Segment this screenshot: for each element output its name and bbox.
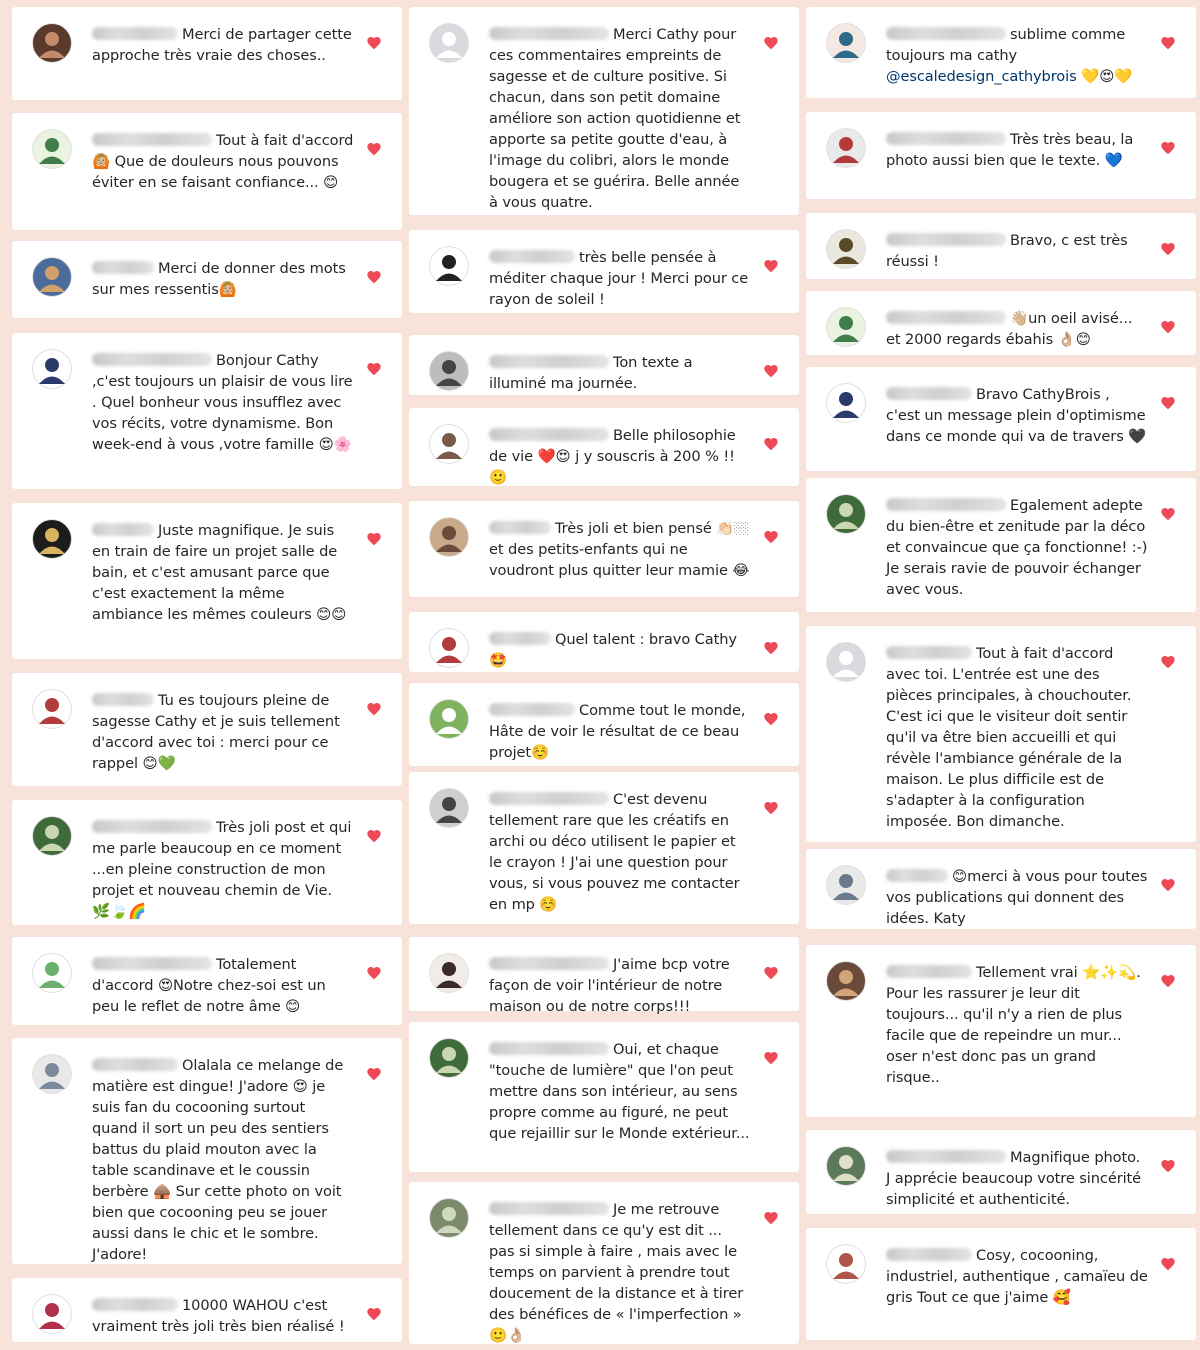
- comment-card: [12, 1278, 402, 1342]
- comment-body: [886, 384, 1151, 447]
- username-link[interactable]: [92, 1058, 178, 1071]
- avatar[interactable]: [826, 494, 866, 534]
- heart-icon[interactable]: [763, 363, 779, 379]
- comment-text: Totalement d'accord 😍Notre chez-soi est un peu le reflet de notre âme 😊: [92, 956, 331, 1015]
- comment-text: Bravo, c est très réussi !: [886, 232, 1133, 270]
- comment-body: [92, 817, 354, 922]
- avatar[interactable]: [32, 23, 72, 63]
- comment-body: [886, 230, 1148, 272]
- avatar[interactable]: [32, 349, 72, 389]
- username-link[interactable]: [92, 693, 154, 706]
- comment-body: [886, 866, 1152, 929]
- comment-text: Ton texte a illuminé ma journée.: [489, 354, 698, 392]
- comment-text: Tellement vrai ⭐✨💫. Pour les rassurer je leur dit toujours... qu'il n'y a rien de plus facile que de repeindre un mur... oser n'est donc pas un grand risque..: [886, 964, 1146, 1086]
- username-link[interactable]: [489, 428, 609, 441]
- comment-card: [409, 501, 799, 597]
- comment-body: [92, 258, 354, 300]
- username-link[interactable]: [489, 703, 575, 716]
- comment-text: Juste magnifique. Je suis en train de faire un projet salle de bain, et c'est amusant parce que c'est exactement la même ambiance les mêmes couleurs 😊😊: [92, 522, 347, 623]
- comment-emoji: 💛😍💛: [1076, 68, 1133, 85]
- heart-icon[interactable]: [1160, 1158, 1176, 1174]
- comment-text: 😊merci à vous pour toutes vos publications qui donnent des idées. Katy: [886, 868, 1152, 927]
- comment-body: [886, 1147, 1148, 1210]
- comment-body: [886, 308, 1148, 350]
- comment-text: Merci Cathy pour ces commentaires empreints de sagesse et de culture positive. Si chacun, dans son petit domaine améliore son action quotidienne et apporte sa petite goutte d'eau, à l'image du colibri, alors le monde bougera et se guérira. Belle année à vous quatre.: [489, 26, 745, 211]
- username-link[interactable]: [489, 632, 551, 645]
- comment-body: [886, 962, 1148, 1088]
- comment-text: Tout à fait d'accord avec toi. L'entrée est une des pièces principales, à chouchouter. C'est ici que le visiteur doit sentir qu'il va être bien accueilli et qui révèle l'ambiance générale de la maison. Le plus difficile est de s'adapter à la configuration imposée. Bon dimanche.: [886, 645, 1136, 830]
- heart-icon[interactable]: [1160, 241, 1176, 257]
- comment-text: Bonjour Cathy ,c'est toujours un plaisir de vous lire . Quel bonheur vous insufflez avec vos récits, votre dynamisme. Bon week-end à vous ,votre famille 😍🌸: [92, 352, 358, 453]
- heart-icon[interactable]: [366, 1306, 382, 1322]
- comment-body: [92, 1055, 354, 1265]
- avatar[interactable]: [826, 865, 866, 905]
- comment-card: [806, 849, 1196, 929]
- username-link[interactable]: [92, 261, 154, 274]
- avatar[interactable]: [826, 642, 866, 682]
- comment-text: C'est devenu tellement rare que les créatifs en archi ou déco utilisent le papier et le crayon ! J'ai une question pour vous, si vous pouvez me contacter en mp ☺️: [489, 791, 745, 913]
- comment-body: [92, 350, 358, 455]
- avatar[interactable]: [32, 519, 72, 559]
- comment-card: [409, 772, 799, 924]
- comment-text: Je me retrouve tellement dans ce qu'y est dit ... pas si simple à faire , mais avec le temps on parvient à prendre tout doucement de la distance et à tirer des bénéfices de « l'imperfection » 🙂👌🏼: [489, 1201, 748, 1344]
- comment-body: [92, 690, 354, 774]
- username-link[interactable]: [92, 133, 212, 146]
- comment-body: [489, 1039, 751, 1144]
- avatar[interactable]: [826, 128, 866, 168]
- comment-text: J'aime bcp votre façon de voir l'intérieur de notre maison ou de notre corps!!!: [489, 956, 735, 1015]
- comment-card: [12, 800, 402, 925]
- username-link[interactable]: [886, 27, 1006, 40]
- comment-text: Tout à fait d'accord 🙆🏼 Que de douleurs nous pouvons éviter en se faisant confiance... 😊: [92, 132, 358, 191]
- avatar[interactable]: [32, 129, 72, 169]
- avatar[interactable]: [826, 383, 866, 423]
- comment-body: [489, 247, 751, 310]
- comment-text: Très joli post et qui me parle beaucoup en ce moment ...en pleine construction de mon projet et nouveau chemin de Vie. 🌿🍃🌈: [92, 819, 356, 920]
- comment-card: [409, 7, 799, 215]
- heart-icon[interactable]: [366, 141, 382, 157]
- heart-icon[interactable]: [1160, 395, 1176, 411]
- heart-icon[interactable]: [1160, 140, 1176, 156]
- username-link[interactable]: [886, 646, 972, 659]
- comment-card: [806, 1228, 1196, 1340]
- avatar[interactable]: [826, 23, 866, 63]
- mention-link[interactable]: @escaledesign_cathybrois: [886, 68, 1077, 85]
- avatar[interactable]: [429, 1198, 469, 1238]
- heart-icon[interactable]: [366, 701, 382, 717]
- comment-card: [806, 367, 1196, 471]
- username-link[interactable]: [886, 965, 972, 978]
- heart-icon[interactable]: [366, 531, 382, 547]
- comment-card: [12, 503, 402, 659]
- username-link[interactable]: [489, 1042, 609, 1055]
- heart-icon[interactable]: [1160, 35, 1176, 51]
- comment-body: [886, 24, 1148, 87]
- avatar[interactable]: [32, 1294, 72, 1334]
- avatar[interactable]: [826, 229, 866, 269]
- comment-card: [409, 1022, 799, 1172]
- comment-card: [806, 1130, 1196, 1214]
- username-link[interactable]: [886, 233, 1006, 246]
- comment-card: [409, 683, 799, 766]
- comment-card: [806, 291, 1196, 355]
- avatar[interactable]: [429, 23, 469, 63]
- avatar[interactable]: [429, 424, 469, 464]
- heart-icon[interactable]: [366, 1066, 382, 1082]
- heart-icon[interactable]: [1160, 654, 1176, 670]
- heart-icon[interactable]: [763, 258, 779, 274]
- heart-icon[interactable]: [763, 800, 779, 816]
- username-link[interactable]: [489, 521, 551, 534]
- comment-text: Quel talent : bravo Cathy 🤩: [489, 631, 742, 669]
- comment-card: [12, 937, 402, 1025]
- comment-text: Egalement adepte du bien-être et zenitude par la déco et convaincue que ça fonctionne! :-) Je serais ravie de pouvoir échanger avec vous.: [886, 497, 1152, 598]
- username-link[interactable]: [489, 1202, 609, 1215]
- avatar[interactable]: [32, 953, 72, 993]
- comment-text: Cosy, cocooning, industriel, authentique , camaïeu de gris Tout ce que j'aime 🥰: [886, 1247, 1153, 1306]
- avatar[interactable]: [32, 689, 72, 729]
- comment-card: [806, 112, 1196, 199]
- comment-card: [12, 241, 402, 318]
- heart-icon[interactable]: [366, 361, 382, 377]
- avatar[interactable]: [429, 246, 469, 286]
- username-link[interactable]: [489, 250, 575, 263]
- avatar[interactable]: [32, 1054, 72, 1094]
- username-link[interactable]: [886, 869, 948, 882]
- comment-card: [409, 1182, 799, 1344]
- comment-text: Olalala ce melange de matière est dingue! J'adore 😍 je suis fan du cocooning surtout quand il sort un peu des sentiers battus du plaid mouton avec la table scandinave et le coussin berbère 🛖 Sur cette photo on voit bien que cocooning peu se jouer aussi dans le chic et le sombre. J'adore!: [92, 1057, 348, 1263]
- username-link[interactable]: [489, 355, 609, 368]
- comment-body: [886, 129, 1148, 171]
- heart-icon[interactable]: [366, 828, 382, 844]
- username-link[interactable]: [886, 387, 972, 400]
- comment-body: [489, 518, 754, 581]
- comment-card: [806, 213, 1196, 279]
- comment-card: [806, 478, 1196, 612]
- username-link[interactable]: [886, 132, 1006, 145]
- avatar[interactable]: [429, 628, 469, 668]
- comment-card: [409, 612, 799, 672]
- comment-body: [886, 643, 1148, 832]
- username-link[interactable]: [92, 27, 178, 40]
- heart-icon[interactable]: [763, 965, 779, 981]
- username-link[interactable]: [92, 1298, 178, 1311]
- heart-icon[interactable]: [763, 640, 779, 656]
- comment-body: [92, 520, 354, 625]
- heart-icon[interactable]: [1160, 1256, 1176, 1272]
- heart-icon[interactable]: [763, 35, 779, 51]
- comment-card: [409, 937, 799, 1015]
- heart-icon[interactable]: [763, 1050, 779, 1066]
- username-link[interactable]: [92, 353, 212, 366]
- comment-text: 10000 WAHOU c'est vraiment très joli très bien réalisé !: [92, 1297, 345, 1335]
- comment-card: [409, 335, 799, 395]
- heart-icon[interactable]: [366, 965, 382, 981]
- comment-text: Très très beau, la photo aussi bien que le texte. 💙: [886, 131, 1138, 169]
- username-link[interactable]: [489, 792, 609, 805]
- heart-icon[interactable]: [366, 35, 382, 51]
- comment-text: sublime comme toujours ma cathy: [886, 26, 1130, 64]
- heart-icon[interactable]: [763, 711, 779, 727]
- comment-body: [886, 1245, 1153, 1308]
- avatar[interactable]: [826, 1244, 866, 1284]
- comment-body: [92, 954, 354, 1017]
- avatar[interactable]: [429, 953, 469, 993]
- comment-body: [489, 352, 751, 394]
- avatar[interactable]: [32, 257, 72, 297]
- comment-body: [92, 130, 358, 193]
- username-link[interactable]: [92, 523, 154, 536]
- avatar[interactable]: [429, 699, 469, 739]
- heart-icon[interactable]: [366, 269, 382, 285]
- comment-body: [489, 629, 751, 671]
- comment-body: [92, 1295, 354, 1337]
- comment-text: très belle pensée à méditer chaque jour ! Merci pour ce rayon de soleil !: [489, 249, 753, 308]
- comment-card: [12, 1038, 402, 1264]
- heart-icon[interactable]: [1160, 973, 1176, 989]
- comment-card: [12, 113, 402, 230]
- heart-icon[interactable]: [1160, 877, 1176, 893]
- avatar[interactable]: [429, 517, 469, 557]
- username-link[interactable]: [489, 957, 609, 970]
- avatar[interactable]: [826, 307, 866, 347]
- username-link[interactable]: [489, 27, 609, 40]
- comment-card: [409, 230, 799, 313]
- comment-text: Très joli et bien pensé 👏🏻🏼 et des petits-enfants qui ne voudront plus quitter leur mamie 😂: [489, 520, 754, 579]
- username-link[interactable]: [886, 1150, 1006, 1163]
- comment-card: [12, 673, 402, 786]
- comment-card: [806, 7, 1196, 98]
- username-link[interactable]: [886, 498, 1006, 511]
- comment-body: [489, 425, 751, 488]
- comment-body: [92, 24, 357, 66]
- comment-card: [806, 945, 1196, 1117]
- avatar[interactable]: [429, 351, 469, 391]
- comment-body: [489, 1199, 751, 1346]
- comment-card: [12, 7, 402, 100]
- comment-text: Bravo CathyBrois , c'est un message plein d'optimisme dans ce monde qui va de travers 🖤: [886, 386, 1151, 445]
- comment-body: [886, 495, 1152, 600]
- heart-icon[interactable]: [1160, 506, 1176, 522]
- avatar[interactable]: [826, 1146, 866, 1186]
- comment-text: Merci de donner des mots sur mes ressentis🙆🏼: [92, 260, 351, 298]
- comment-text: Merci de partager cette approche très vraie des choses..: [92, 26, 357, 64]
- comment-text: Tu es toujours pleine de sagesse Cathy et je suis tellement d'accord avec toi : merci pour ce rappel 😊💚: [92, 692, 345, 772]
- comment-body: [489, 954, 751, 1017]
- avatar[interactable]: [32, 816, 72, 856]
- comment-body: [489, 700, 751, 763]
- comment-text: Belle philosophie de vie ❤️😍 j y souscris à 200 % !! 🙂: [489, 427, 741, 486]
- comment-text: Magnifique photo. J apprécie beaucoup votre sincérité simplicité et authenticité.: [886, 1149, 1146, 1208]
- heart-icon[interactable]: [1160, 319, 1176, 335]
- heart-icon[interactable]: [763, 1210, 779, 1226]
- comment-text: Comme tout le monde, Hâte de voir le résultat de ce beau projet☺️: [489, 702, 750, 761]
- heart-icon[interactable]: [763, 436, 779, 452]
- comment-body: [489, 24, 751, 213]
- comment-card: [12, 333, 402, 489]
- comment-card: [409, 408, 799, 486]
- avatar[interactable]: [826, 961, 866, 1001]
- heart-icon[interactable]: [763, 529, 779, 545]
- comment-body: [489, 789, 751, 915]
- username-link[interactable]: [886, 1248, 972, 1261]
- username-link[interactable]: [886, 311, 1006, 324]
- comment-text: 👋🏼un oeil avisé... et 2000 regards ébahis 👌🏼😊: [886, 310, 1137, 348]
- comment-card: [806, 626, 1196, 842]
- avatar[interactable]: [429, 788, 469, 828]
- username-link[interactable]: [92, 957, 212, 970]
- username-link[interactable]: [92, 820, 212, 833]
- avatar[interactable]: [429, 1038, 469, 1078]
- comment-text: Oui, et chaque "touche de lumière" que l'on peut mettre dans son intérieur, au sens propre comme au figuré, ne peut que rejaillir sur le Monde extérieur...: [489, 1041, 750, 1142]
